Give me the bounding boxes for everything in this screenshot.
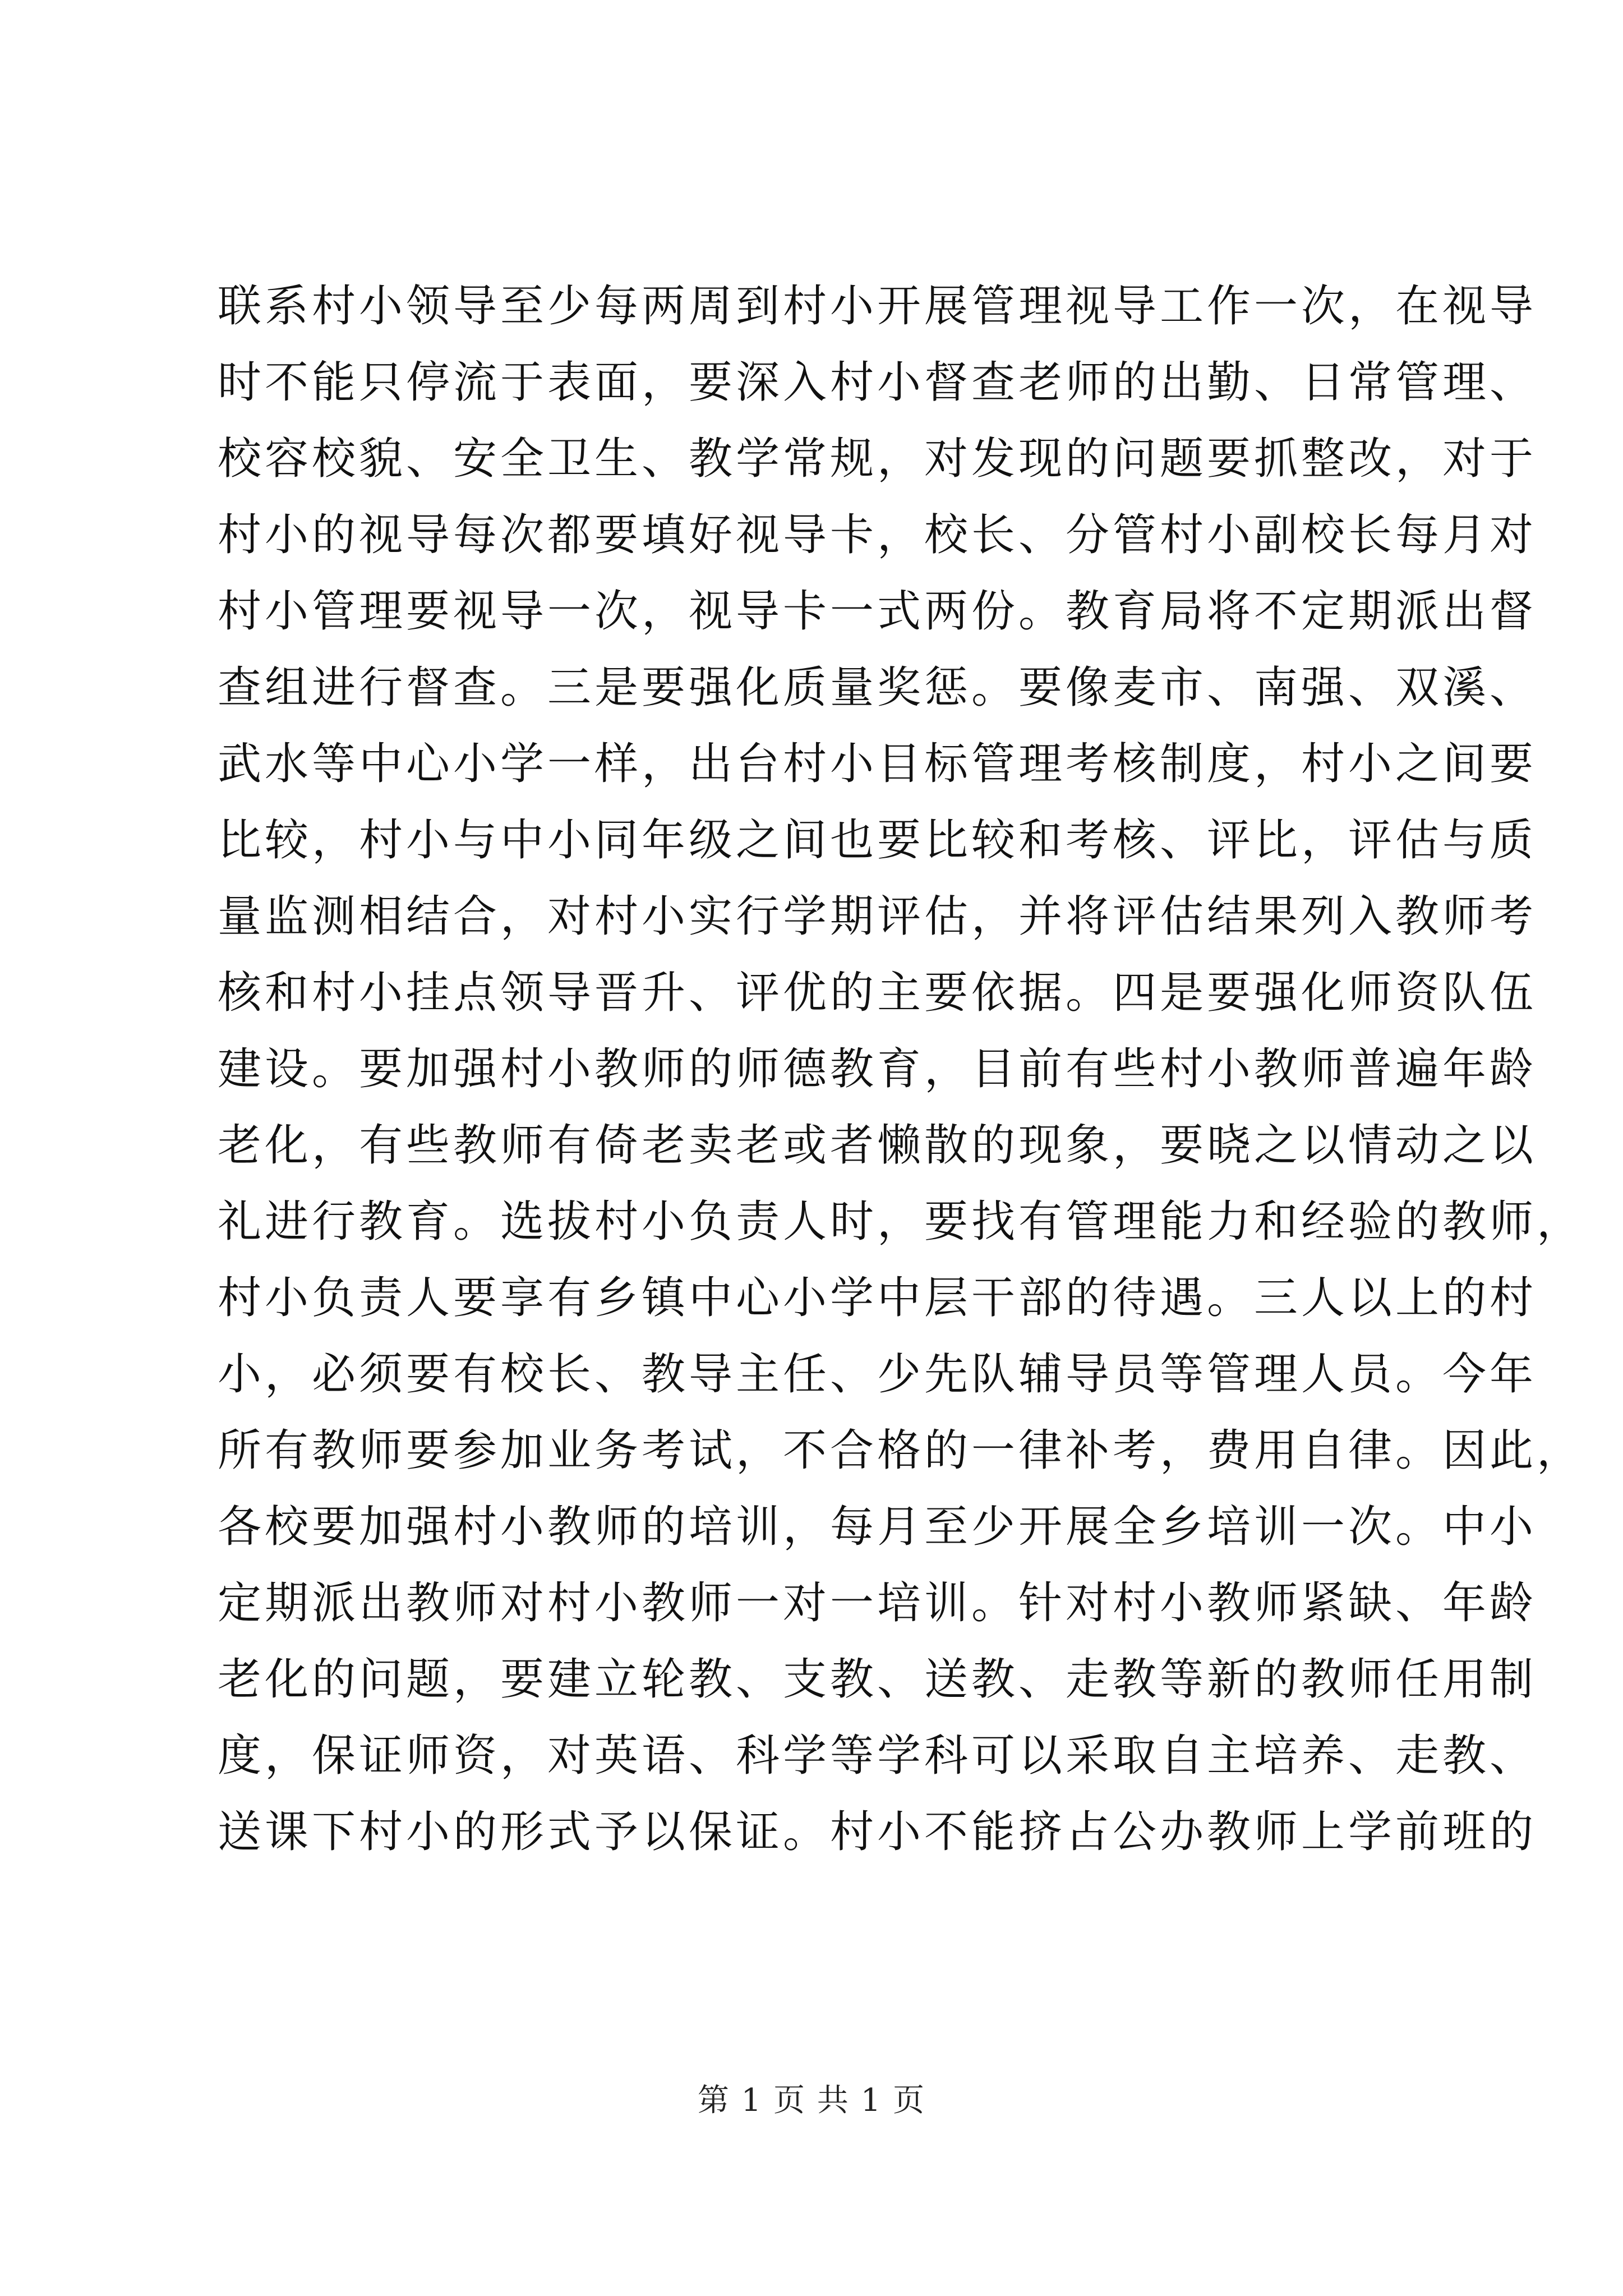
text-line: 时不能只停流于表面，要深入村小督查老师的出勤、日常管理、 [218, 357, 1537, 408]
text-line: 联系村小领导至少每两周到村小开展管理视导工作一次，在视导 [218, 281, 1537, 332]
text-line: 送课下村小的形式予以保证。村小不能挤占公办教师上学前班的 [218, 1807, 1537, 1857]
text-line: 定期派出教师对村小教师一对一培训。针对村小教师紧缺、年龄 [218, 1578, 1537, 1628]
text-line: 校容校貌、安全卫生、教学常规，对发现的问题要抓整改，对于 [218, 434, 1537, 484]
text-line: 武水等中心小学一样，出台村小目标管理考核制度，村小之间要 [218, 739, 1537, 789]
text-line: 度，保证师资，对英语、科学等学科可以采取自主培养、走教、 [218, 1731, 1537, 1781]
text-line: 老化的问题，要建立轮教、支教、送教、走教等新的教师任用制 [218, 1654, 1537, 1705]
text-line: 小，必须要有校长、教导主任、少先队辅导员等管理人员。今年 [218, 1349, 1537, 1400]
text-line: 核和村小挂点领导晋升、评优的主要依据。四是要强化师资队伍 [218, 968, 1537, 1018]
text-line: 各校要加强村小教师的培训，每月至少开展全乡培训一次。中小 [218, 1502, 1537, 1552]
text-line: 村小管理要视导一次，视导卡一式两份。教育局将不定期派出督 [218, 586, 1537, 637]
text-line: 所有教师要参加业务考试，不合格的一律补考，费用自律。因此， [218, 1425, 1584, 1476]
text-line: 礼进行教育。选拔村小负责人时，要找有管理能力和经验的教师， [218, 1197, 1584, 1247]
text-line: 查组进行督查。三是要强化质量奖惩。要像麦市、南强、双溪、 [218, 662, 1537, 713]
text-line: 比较，村小与中小同年级之间也要比较和考核、评比，评估与质 [218, 815, 1537, 866]
page-footer [0, 2081, 1623, 2120]
text-line: 村小的视导每次都要填好视导卡，校长、分管村小副校长每月对 [218, 510, 1537, 560]
text-line: 村小负责人要享有乡镇中心小学中层干部的待遇。三人以上的村 [218, 1273, 1537, 1323]
body-text [218, 268, 1584, 1870]
text-line: 建设。要加强村小教师的师德教育，目前有些村小教师普遍年龄 [218, 1044, 1537, 1094]
text-line: 量监测相结合，对村小实行学期评估，并将评估结果列入教师考 [218, 891, 1537, 942]
text-line: 老化，有些教师有倚老卖老或者懒散的现象，要晓之以情动之以 [218, 1120, 1537, 1171]
page-number: 第 1 页 共 1 页 [697, 2082, 926, 2119]
